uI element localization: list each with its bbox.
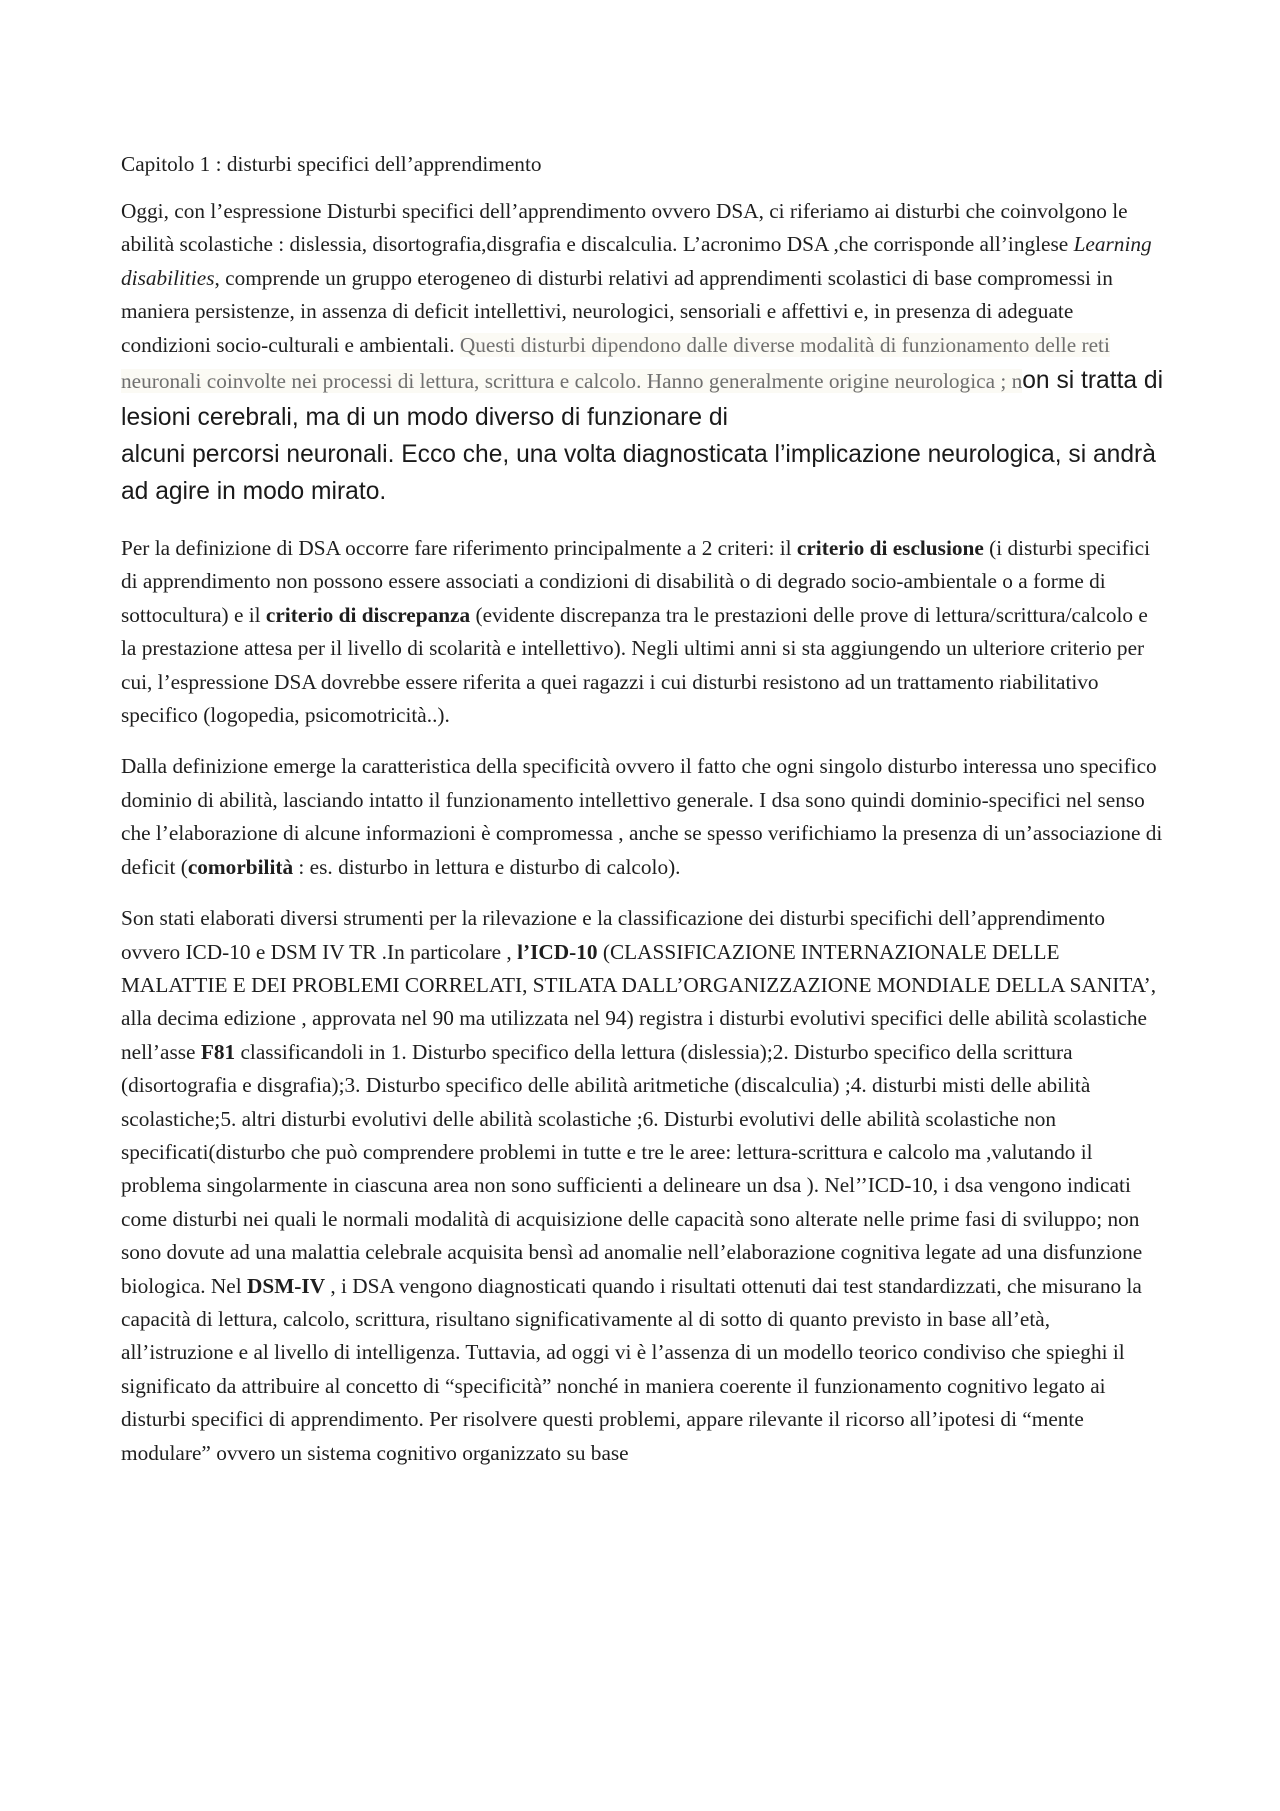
criterio-discrepanza-bold: criterio di discrepanza (265, 602, 471, 627)
paragraph-introduction (121, 195, 1165, 510)
paragraph-criteria-text-b: (i disturbi specifici di apprendimento non possono essere associati a condizioni di disabilità o di degrado socio-ambientale o a forme di sottocultura) e il (121, 536, 1151, 627)
criterio-esclusione-bold: criterio di esclusione (796, 536, 984, 561)
paragraph-introduction-text-a: Oggi, con l’espressione Disturbi specifici dell’apprendimento ovvero DSA, ci riferiamo ai disturbi che coinvolgono le abilità scolastiche : dislessia, disortografia,disgrafia e discalculia. L’acronimo DSA ,che corrisponde all’inglese (121, 199, 1128, 257)
paragraph-specificity-text-b: : es. disturbo in lettura e disturbo di calcolo). (293, 854, 681, 879)
comorbilita-bold: comorbilità (187, 854, 294, 879)
icd10-bold: l’ICD-10 (517, 939, 598, 964)
highlighted-passage: Questi disturbi dipendono dalle diverse modalità di funzionamento delle reti neuronali coinvolte nei processi di lettura, scrittura e calcolo. Hanno generalmente origine neurologica ; n (121, 332, 1110, 394)
f81-bold: F81 (200, 1039, 236, 1064)
paragraph-specificity-text-a: Dalla definizione emerge la caratteristica della specificità ovvero il fatto che ogni singolo disturbo interessa uno specifico dominio di abilità, lasciando intatto il funzionamento intellettivo generale. I dsa sono quindi dominio-specifici nel senso che l’elaborazione di alcune informazioni è compromessa , anche se spesso verifichiamo la presenza di un’associazione di deficit ( (121, 754, 1163, 879)
paragraph-criteria (121, 532, 1165, 732)
paragraph-criteria-text-c: (evidente discrepanza tra le prestazioni delle prove di lettura/scrittura/calcolo e la prestazione attesa per il livello di scolarità e intellettivo). Negli ultimi anni si sta aggiungendo un ulteriore criterio per cui, l’espressione DSA dovrebbe essere riferita a quei ragazzi i cui disturbi resistono ad un trattamento riabilitativo specifico (logopedia, psicomotricità..). (121, 602, 1148, 728)
paragraph-classification-text-c: classificandoli in 1. Disturbo specifico della lettura (dislessia);2. Disturbo specifico della scrittura (disortografia e disgrafia);3. Disturbo specifico delle abilità aritmetiche (discalculia) ;4. disturbi misti delle abilità scolastiche;5. altri disturbi evolutivi delle abilità scolastiche ;6. Disturbi evolutivi delle abilità scolastiche non specificati(disturbo che può comprendere problemi in tutte e tre le aree: lettura-scrittura e calcolo ma ,valutando il problema singolarmente in ciascuna area non sono sufficienti a delineare un dsa ). Nel’’ICD-10, i dsa vengono indicati come disturbi nei quali le normali modalità di acquisizione delle capacità sono alterate nelle prime fasi di sviluppo; non sono dovute ad una malattia celebrale acquisita bensì ad anomalie nell’elaborazione cognitiva legate ad una disfunzione biologica. Nel (121, 1039, 1143, 1298)
learning-disabilities-italic: Learning disabilities (121, 232, 1152, 290)
paragraph-classification-text-b: (CLASSIFICAZIONE INTERNAZIONALE DELLE MALATTIE E DEI PROBLEMI CORRELATI, STILATA DALL’ORGANIZZAZIONE MONDIALE DELLA SANITA’, alla decima edizione , approvata nel 90 ma utilizzata nel 94) registra i disturbi evolutivi specifici delle abilità scolastiche nell’asse (121, 939, 1157, 1064)
paragraph-specificity (121, 750, 1165, 884)
paragraph-classification (121, 902, 1165, 1470)
sans-passage-first-line: on si tratta di lesioni cerebrali, ma di un modo diverso di funzionare di (121, 367, 1164, 432)
document-page (121, 148, 1165, 1488)
paragraph-introduction-text-b: , comprende un gruppo eterogeneo di disturbi relativi ad apprendimenti scolastici di base compromessi in maniera persistenze, in assenza di deficit intellettivi, neurologici, sensoriali e affettivi e, in presenza di adeguate condizioni socio-culturali e ambientali. (121, 265, 1113, 357)
sans-passage-rest: alcuni percorsi neuronali. Ecco che, una volta diagnosticata l’implicazione neurologica, si andrà ad agire in modo mirato. (121, 441, 1156, 506)
paragraph-criteria-text-a: Per la definizione di DSA occorre fare riferimento principalmente a 2 criteri: il (121, 536, 797, 561)
paragraph-classification-text-d: , i DSA vengono diagnosticati quando i risultati ottenuti dai test standardizzati, che misurano la capacità di lettura, calcolo, scrittura, risultano significativamente al di sotto di quanto previsto in base all’età, all’istruzione e al livello di intelligenza. Tuttavia, ad oggi vi è l’assenza di un modello teorico condiviso che spieghi il significato da attribuire al concetto di “specificità” nonché in maniera coerente il funzionamento cognitivo legato ai disturbi specifici di apprendimento. Per risolvere questi problemi, appare rilevante il ricorso all’ipotesi di “mente modulare” ovvero un sistema cognitivo organizzato su base (121, 1273, 1142, 1465)
dsm-iv-bold: DSM-IV (246, 1273, 326, 1298)
paragraph-classification-text-a: Son stati elaborati diversi strumenti per la rilevazione e la classificazione dei disturbi specifichi dell’apprendimento ovvero ICD-10 e DSM IV TR .In particolare , (121, 906, 1106, 964)
chapter-heading: Capitolo 1 : disturbi specifici dell’apprendimento (121, 152, 542, 176)
